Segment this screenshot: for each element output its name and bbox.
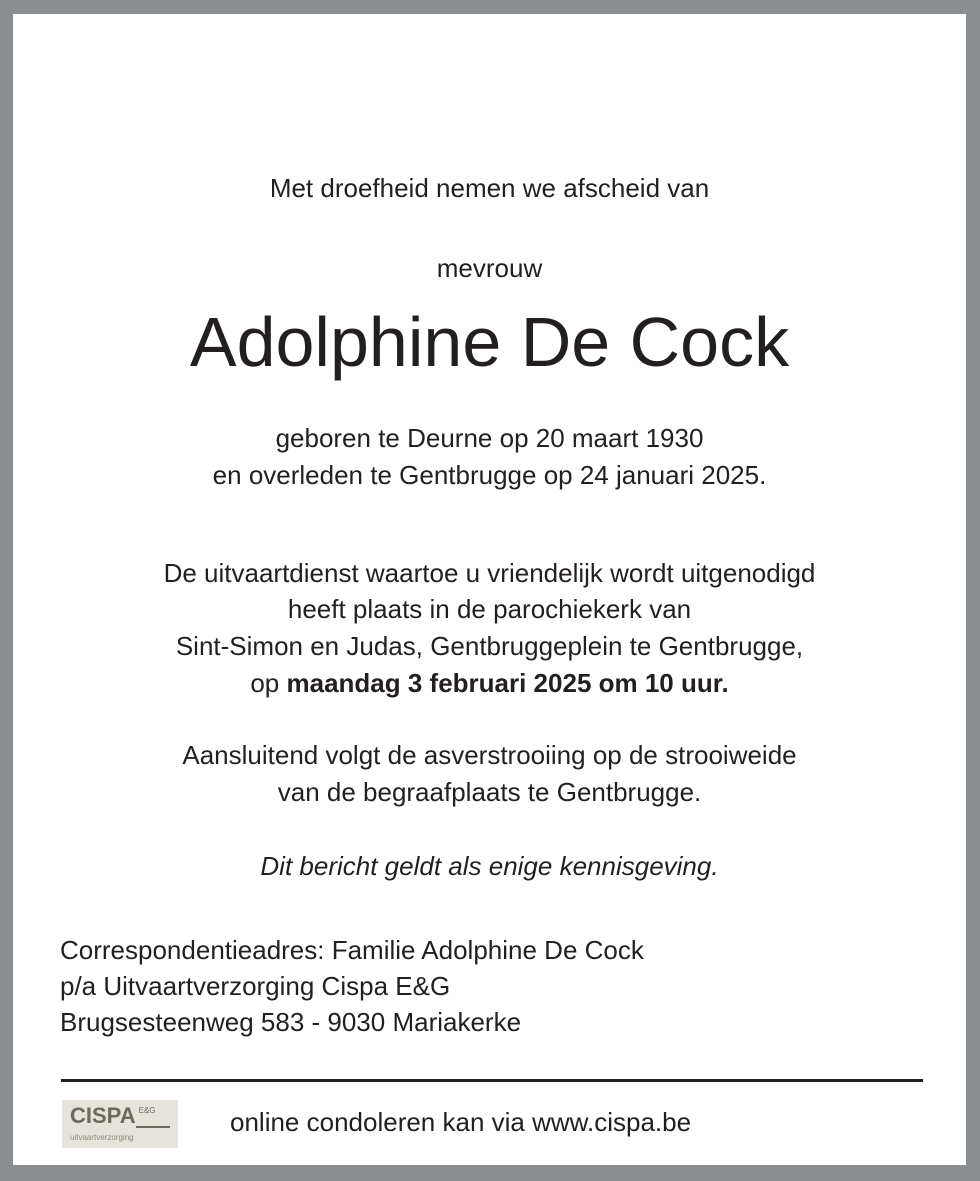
address-line-2: p/a Uitvaartverzorging Cispa E&G — [60, 971, 451, 1001]
service-date-line — [13, 665, 966, 702]
logo-name: CISPA — [70, 1103, 136, 1128]
deceased-name: Adolphine De Cock — [189, 303, 790, 381]
address-line-1: Correspondentieadres: Familie Adolphine De Cock — [60, 935, 644, 965]
logo-wordmark — [70, 1104, 156, 1128]
service-date: maandag 3 februari 2025 om 10 uur. — [286, 668, 729, 698]
service-line-3: Sint-Simon en Judas, Gentbruggeplein te Gentbrugge, — [175, 631, 804, 661]
title-text: mevrouw — [436, 253, 543, 283]
divider — [61, 1079, 923, 1082]
service-line-1: De uitvaartdienst waartoe u vriendelijk wordt uitgenodigd — [163, 558, 816, 588]
after-line-2: van de begraafplaats te Gentbrugge. — [277, 777, 702, 807]
cispa-logo — [62, 1100, 178, 1148]
service-line-2: heeft plaats in de parochiekerk van — [287, 594, 692, 624]
born-text: geboren te Deurne op 20 maart 1930 — [275, 423, 704, 453]
after-line-1: Aansluitend volgt de asverstrooiing op de strooiweide — [182, 740, 797, 770]
logo-sub: uitvaartverzorging — [70, 1133, 134, 1142]
service-prefix: op — [250, 668, 287, 698]
died-text: en overleden te Gentbrugge op 24 januari 2025. — [212, 460, 767, 490]
funeral-notice — [13, 14, 966, 1165]
logo-line — [136, 1126, 170, 1128]
logo-sup: E&G — [138, 1106, 156, 1115]
online-condolence-text: online condoleren kan via www.cispa.be — [230, 1107, 692, 1137]
intro-text: Met droefheid nemen we afscheid van — [269, 173, 710, 203]
address-line-3: Brugsesteenweg 583 - 9030 Mariakerke — [60, 1007, 522, 1037]
notice-text: Dit bericht geldt als enige kennisgeving. — [260, 851, 719, 881]
